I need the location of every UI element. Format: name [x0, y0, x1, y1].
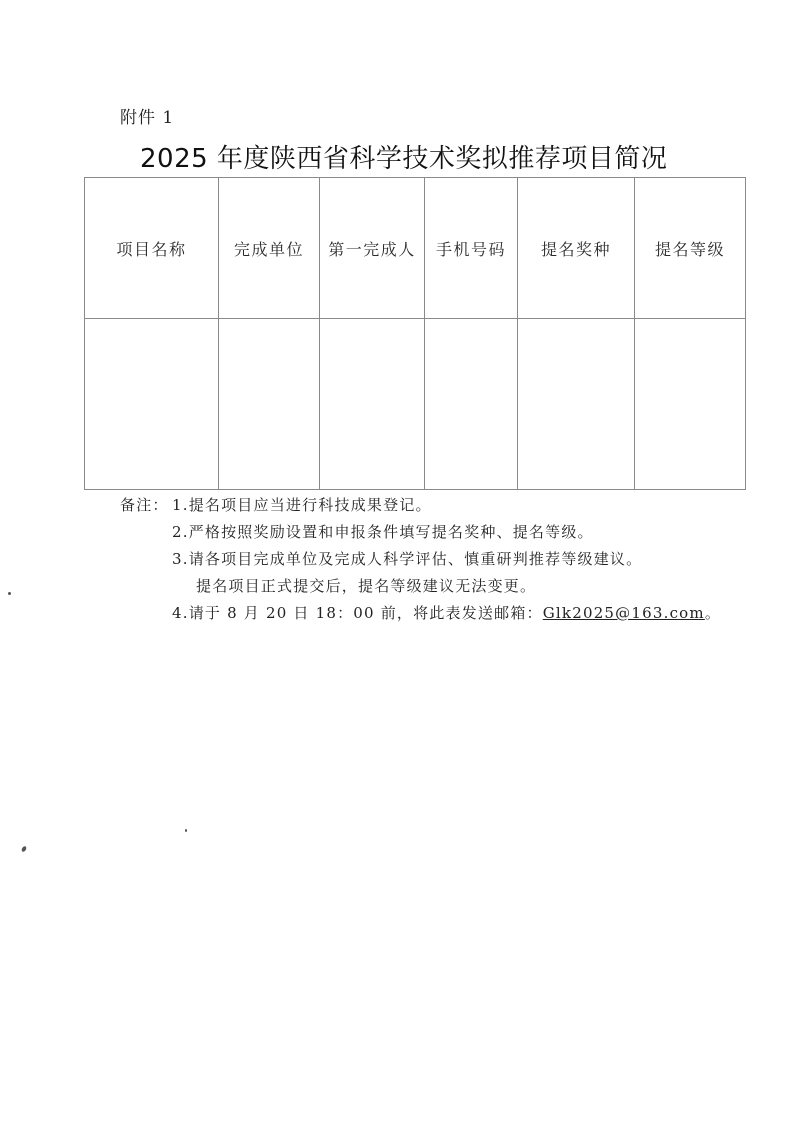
note-item-3 [120, 546, 721, 573]
scan-speck [8, 592, 11, 595]
note-item-4 [120, 600, 721, 627]
cell-completing-unit[interactable] [219, 319, 320, 490]
note-text: 提名项目正式提交后，提名等级建议无法变更。 [196, 577, 537, 595]
note-text: 1.提名项目应当进行科技成果登记。 [172, 496, 432, 514]
cell-phone-number[interactable] [425, 319, 518, 490]
scan-speck [185, 829, 187, 832]
note-item-3-continued [120, 573, 721, 600]
attachment-label: 附件 1 [120, 108, 175, 128]
note-text: 4.请于 8 月 20 日 18：00 前，将此表发送邮箱： [172, 604, 543, 622]
header-award-grade: 提名等级 [635, 178, 746, 319]
header-award-type: 提名奖种 [518, 178, 635, 319]
header-project-name: 项目名称 [85, 178, 219, 319]
note-item-1 [120, 492, 721, 519]
document-title: 2025 年度陕西省科学技术奖拟推荐项目简况 [140, 144, 668, 174]
email-link[interactable]: Glk2025@163.com [542, 604, 705, 622]
cell-award-type[interactable] [518, 319, 635, 490]
note-item-2 [120, 519, 721, 546]
note-text: 2.严格按照奖励设置和申报条件填写提名奖种、提名等级。 [172, 523, 594, 541]
table-header-row [85, 178, 746, 319]
header-first-completer: 第一完成人 [320, 178, 425, 319]
cell-first-completer[interactable] [320, 319, 425, 490]
note-text: 。 [704, 604, 722, 622]
notes-section [120, 492, 721, 627]
note-text: 3.请各项目完成单位及完成人科学评估、慎重研判推荐等级建议。 [172, 550, 643, 568]
table-row [85, 319, 746, 490]
header-completing-unit: 完成单位 [219, 178, 320, 319]
header-phone-number: 手机号码 [425, 178, 518, 319]
scan-speck [21, 845, 27, 852]
cell-project-name[interactable] [85, 319, 219, 490]
cell-award-grade[interactable] [635, 319, 746, 490]
project-summary-table [84, 177, 746, 490]
notes-label: 备注： [120, 496, 169, 514]
